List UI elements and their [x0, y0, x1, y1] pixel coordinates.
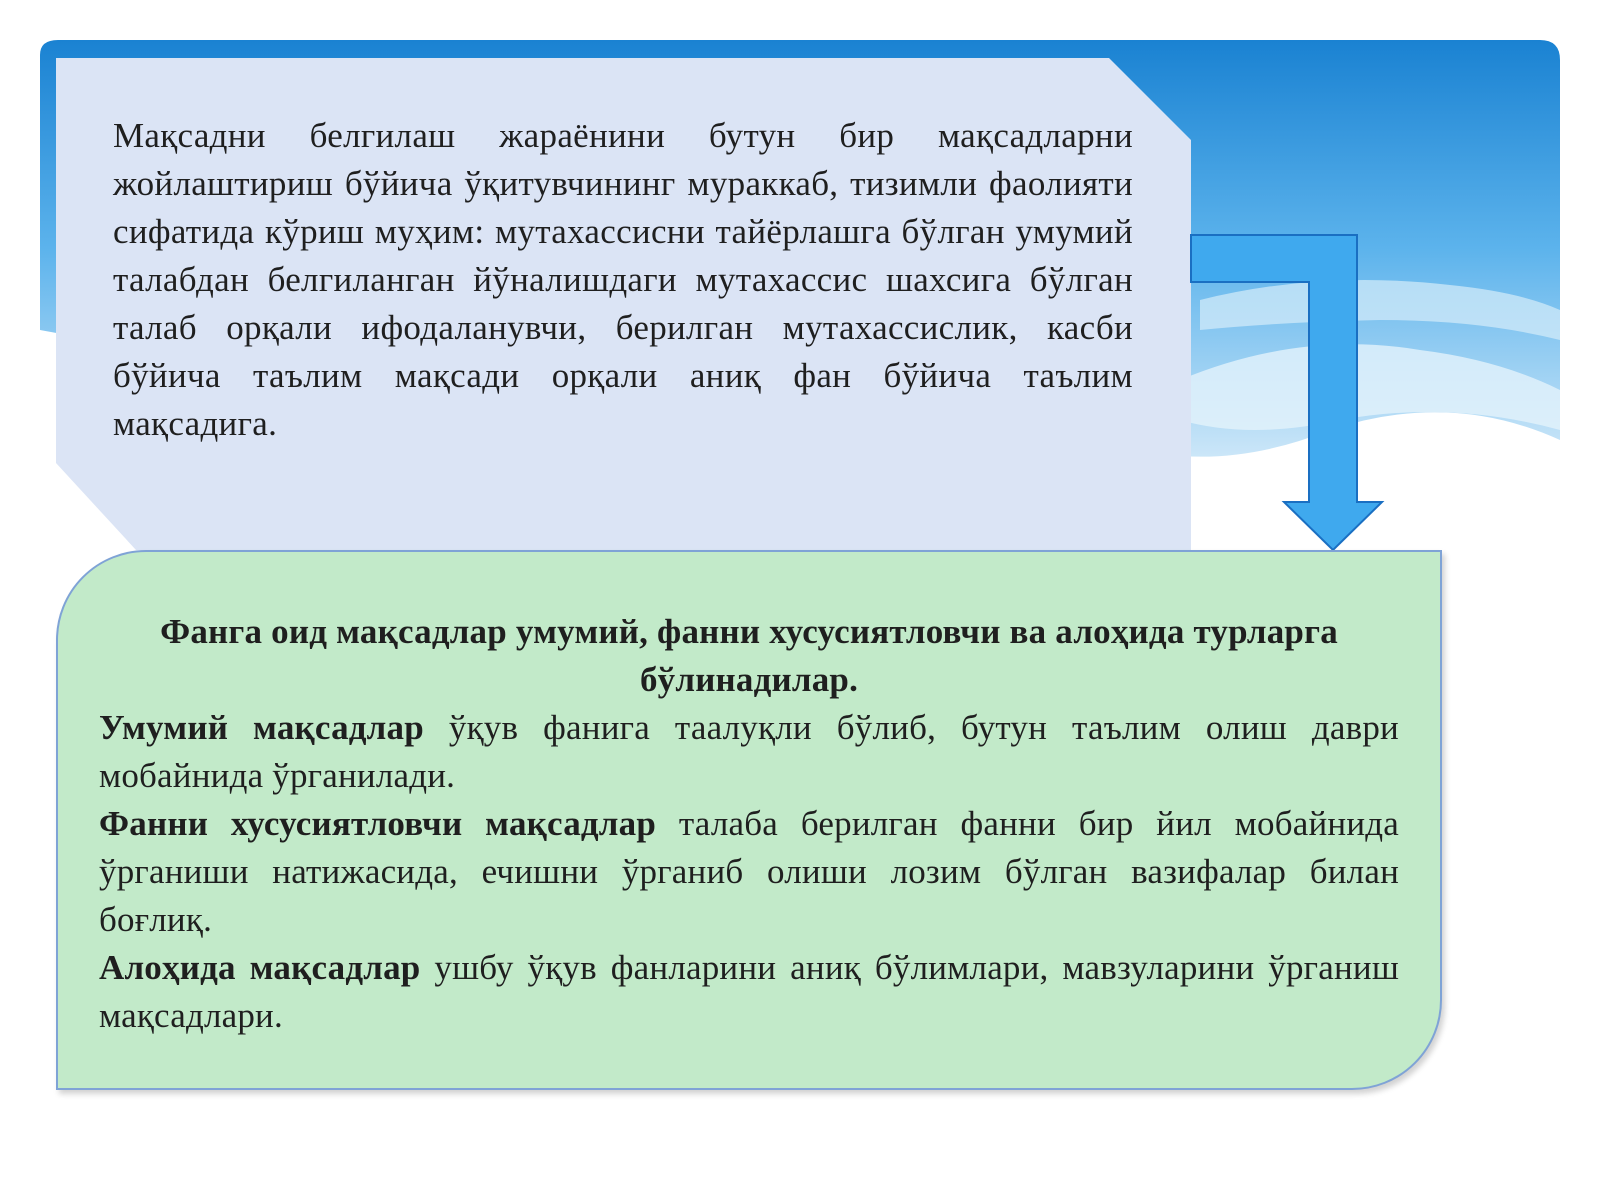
- term-specific-goals: Алоҳида мақсадлар: [99, 948, 421, 987]
- paragraph-characterizing-goals: [99, 800, 1399, 944]
- bottom-content: [99, 608, 1399, 1040]
- top-paragraph: Мақсадни белгилаш жараёнини бутун бир мақсадларни жойлаштириш бўйича ўқитувчининг мураккаб, тизимли фаолияти сифатида кўриш муҳим: мутахассисни тайёрлашга бўлган умумий талабдан белгиланган йўналишдаги мутахассис шахсига бўлган талаб орқали ифодаланувчи, берилган мутахассислик, касби бўйича таълим мақсади орқали аниқ фан бўйича таълим мақсадига.: [113, 116, 1133, 443]
- paragraph-specific-goals: [99, 944, 1399, 1040]
- term-characterizing-goals: Фанни хусусиятловчи мақсадлар: [99, 804, 657, 843]
- desc-characterizing-goals: талаба берилган фанни бир йил мобайнида ўрганиши натижасида, ечишни ўрганиб олиши лозим бўлган вазифалар билан боғлиқ.: [99, 804, 1399, 939]
- desc-general-goals: ўқув фанига таалуқли бўлиб, бутун таълим олиш даври мобайнида ўрганилади.: [99, 708, 1399, 795]
- term-general-goals: Умумий мақсадлар: [99, 708, 424, 747]
- desc-specific-goals: ушбу ўқув фанларини аниқ бўлимлари, мавзуларини ўрганиш мақсадлари.: [99, 948, 1399, 1035]
- paragraph-general-goals: [99, 704, 1399, 800]
- bottom-heading: Фанга оид мақсадлар умумий, фанни хусусиятловчи ва алоҳида турларга бўлинадилар.: [160, 612, 1338, 699]
